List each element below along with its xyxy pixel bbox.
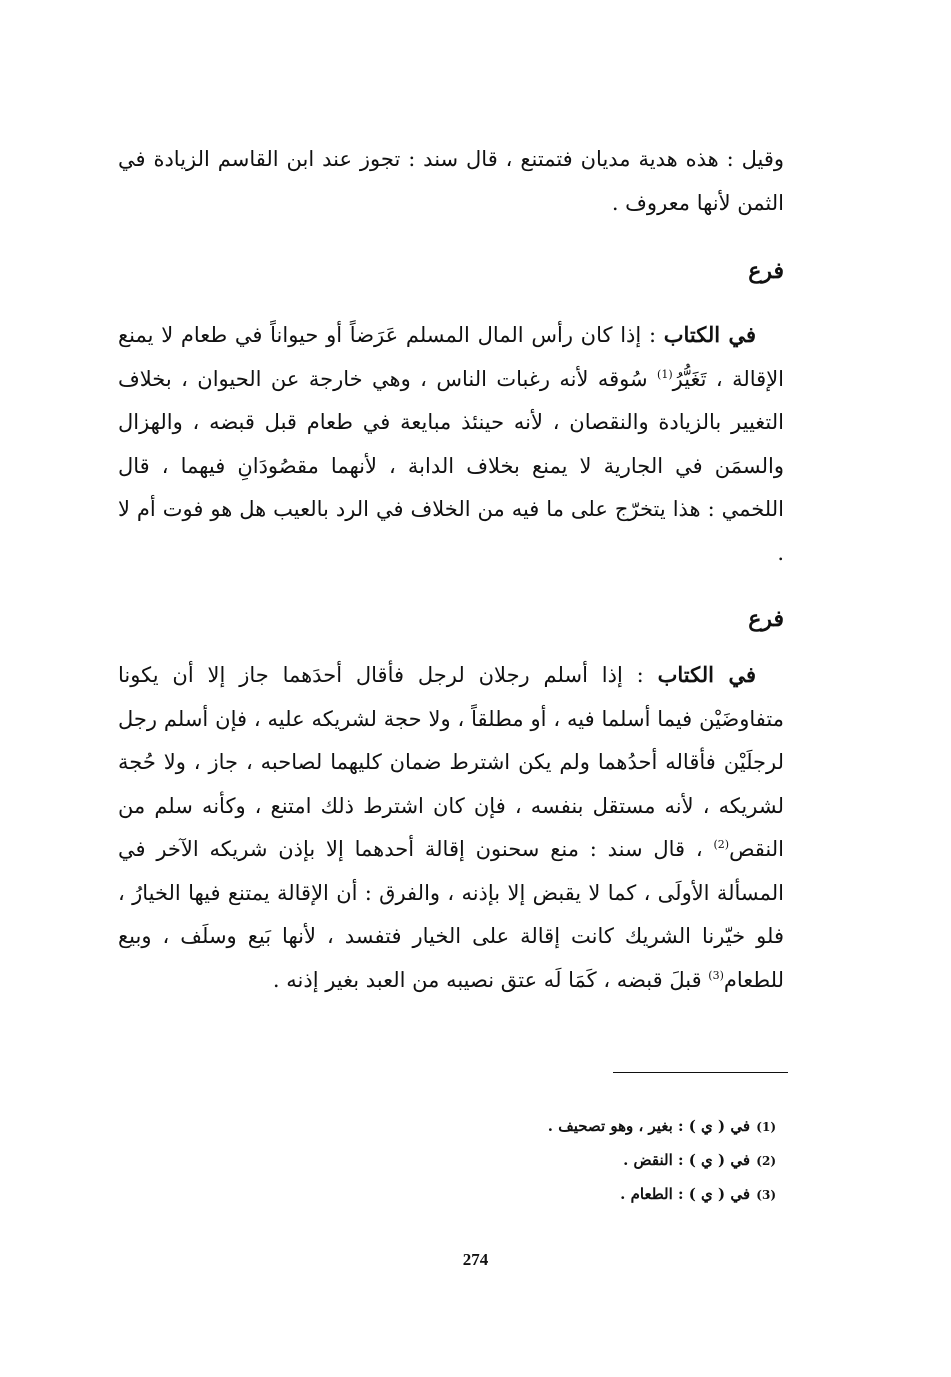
page-number: 274: [462, 1250, 489, 1269]
footnote-ref-3: (3): [708, 968, 724, 982]
footnote-item: [440, 1144, 776, 1178]
footnote-text: في ( ي ) : بغير ، وهو تصحيف .: [547, 1117, 750, 1135]
footnote-number: (2): [756, 1154, 776, 1168]
footnote-number: (3): [756, 1188, 776, 1202]
footnote-text: في ( ي ) : النقض .: [623, 1151, 750, 1169]
paragraph-text-2b: ، قال سند : منع سحنون إقالة أحدهما إلا بإذن شريكه الآخر في المسألة الأولَى ، كما لا يقبض إلا بإذنه ، والفرق : أن الإقالة يمتنع فيها الخيارُ ، فلو خيّرنا الشريك كانت إقالة على الخيار فتفسد ، لأنها بَيع وسلَف ، وبيع للطعام: [118, 837, 784, 992]
section-heading-1: فرع: [748, 258, 784, 284]
footnote-ref-2: (2): [713, 838, 730, 851]
paragraph-opening: [118, 138, 784, 225]
footnote-item: [440, 1110, 776, 1144]
footnote-text: في ( ي ) : الطعام .: [620, 1185, 750, 1203]
paragraph-lead-1: في الكتاب: [663, 322, 756, 347]
paragraph-lead-2: في الكتاب: [657, 662, 756, 687]
footnote-ref-1: (1): [657, 367, 673, 381]
footnote-divider: [613, 1072, 788, 1073]
paragraph-text-1b: سُوقه لأنه رغبات الناس ، وهي خارجة عن الحيوان ، بخلاف التغيير بالزيادة والنقصان ، لأنه حينئذ مبايعة في طعام قبل قبضه ، والهزال والسمَن في الجارية لا يمنع بخلاف الدابة ، لأنهما مقصُودَانِ فيهما ، قال اللخمي : هذا يتخرّج على ما فيه من الخلاف في الرد بالعيب هل هو فوت أم لا .: [118, 366, 784, 565]
footnote-item: [440, 1178, 776, 1212]
paragraph-opening-text: وقيل : هذه هدية مديان فتمتنع ، قال سند : تجوز عند ابن القاسم الزيادة في الثمن لأنها معروف .: [118, 147, 784, 215]
paragraph-text-2c: قبلَ قبضه ، كَمَا لَه عتق نصيبه من العبد بغير إذنه .: [272, 967, 709, 992]
paragraph-text-2a: : إذا أسلم رجلان لرجل فأقال أحدَهما جاز إلا أن يكونا متفاوضَيْن فيما أسلما فيه ، أو مطلقاً ، ولا حجة لشريكه عليه ، فإن أسلم رجل لرجلَيْن فأقاله أحدُهما ولم يكن اشترط ضمان كليهما لصاحبه ، جاز ، ولا حُجة لشريكه ، لأنه مستقل بنفسه ، فإن كان اشترط ذلك امتنع ، وكأنه سلم من النقص: [118, 663, 784, 861]
section-heading-2: فرع: [748, 606, 784, 632]
paragraph-section-2: [118, 653, 784, 1002]
paragraph-section-1: [118, 313, 784, 575]
paragraph-text-1a: : إذا كان رأس المال المسلم عَرَضاً أو حيواناً في طعام لا يمنع الإقالة ، تَغَيُّرُ: [118, 323, 785, 391]
footnote-number: (1): [756, 1120, 776, 1134]
footnotes: [440, 1110, 776, 1212]
